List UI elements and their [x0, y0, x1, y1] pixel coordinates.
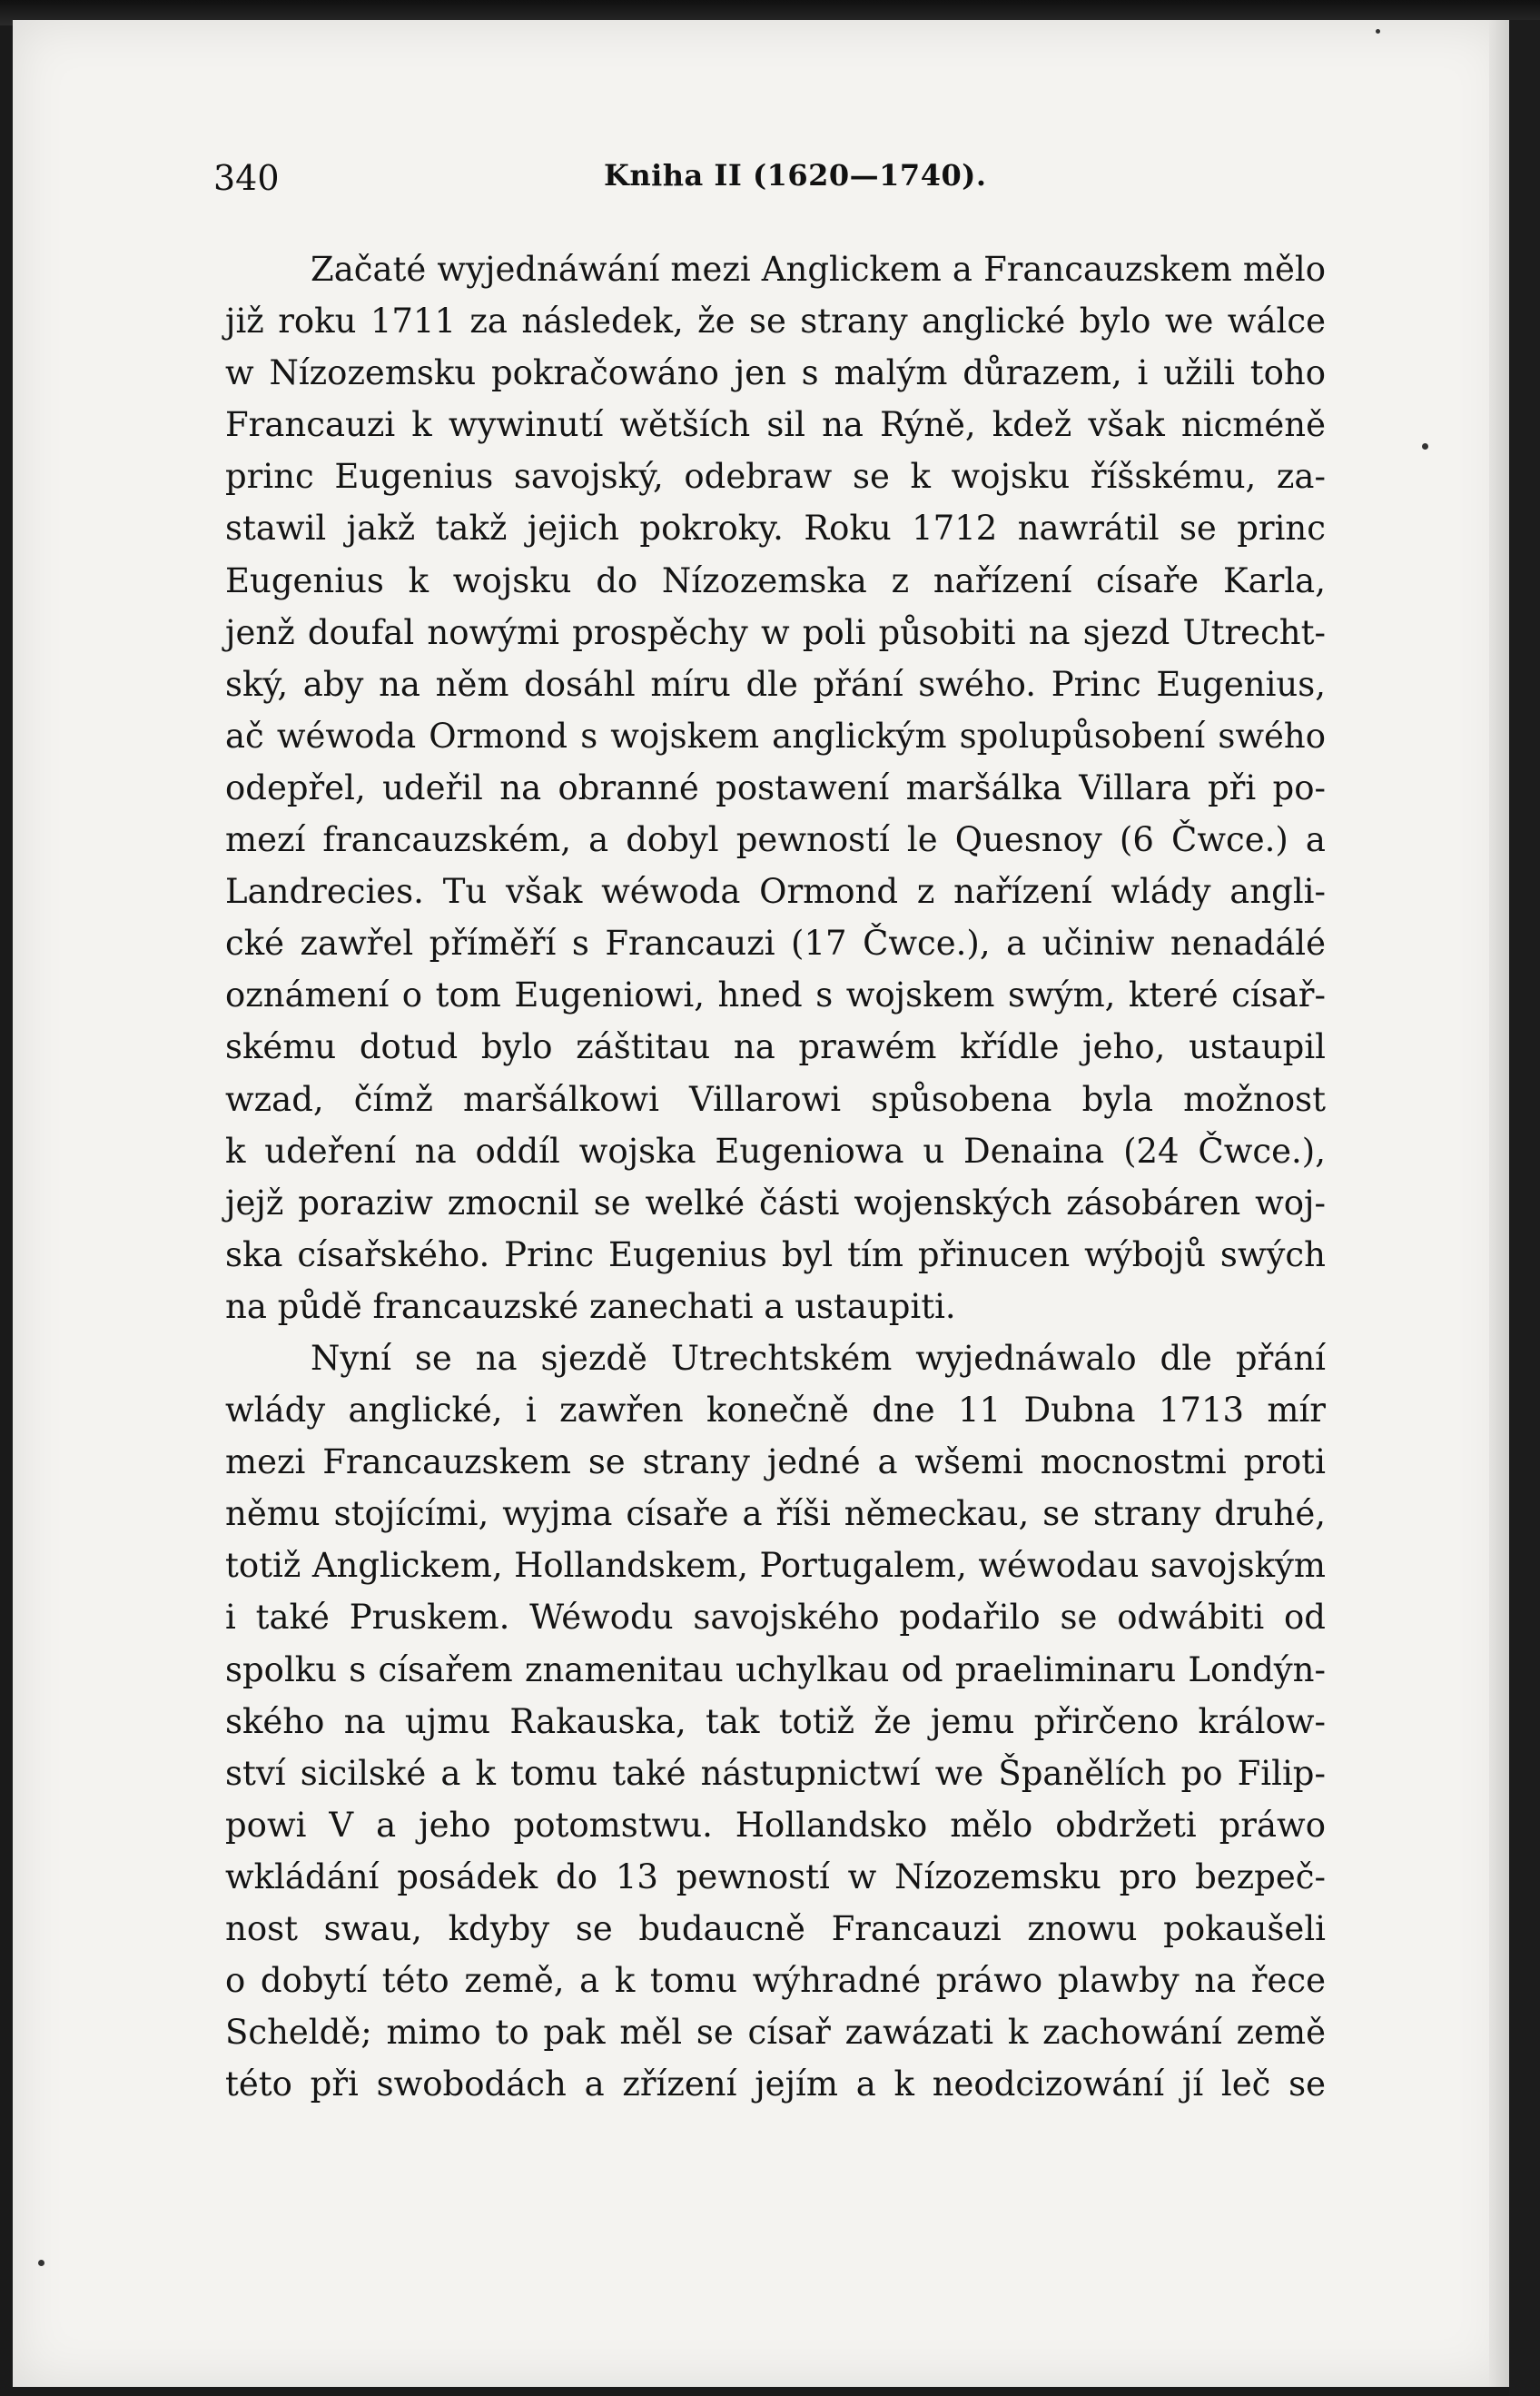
- text-line: Začaté wyjednáwání mezi Anglickem a Francauzskem mělo: [311, 250, 1326, 289]
- text-line: ač wéwoda Ormond s wojskem anglickým spolupůsobení swého: [225, 716, 1326, 756]
- text-line: totiž Anglickem, Hollandskem, Portugalem, wéwodau savojským: [225, 1546, 1326, 1586]
- text-line: Scheldě; mimo to pak měl se císař zawázati k zachowání země: [225, 2013, 1326, 2053]
- text-line: této při swobodách a zřízení jejím a k neodcizowání jí leč se: [225, 2064, 1326, 2104]
- text-line: w Nízozemsku pokračowáno jen s malým důrazem, i užili toho: [225, 353, 1326, 393]
- text-line: cké zawřel příměří s Francauzi (17 Čwce.), a učiniw nenadálé: [225, 924, 1326, 964]
- text-line: wlády anglické, i zawřen konečně dne 11 Dubna 1713 mír: [225, 1391, 1326, 1431]
- dust-speck: [1422, 443, 1428, 450]
- text-line: Eugenius k wojsku do Nízozemska z nařízení císaře Karla,: [225, 560, 1326, 600]
- running-head: Kniha II (1620—1740).: [604, 158, 987, 193]
- text-line: ska císařského. Princ Eugenius byl tím přinucen wýbojů swých: [225, 1234, 1326, 1274]
- text-line: mezi Francauzskem se strany jedné a wšemi mocnostmi proti: [225, 1442, 1326, 1482]
- text-line: odepřel, udeřil na obranné postawení maršálka Villara při po-: [225, 767, 1326, 807]
- body-text: [225, 243, 1326, 2110]
- page-spine-shadow: [1489, 20, 1509, 2387]
- text-line: již roku 1711 za následek, že se strany anglické bylo we wálce: [225, 302, 1326, 342]
- text-line: němu stojícími, wyjma císaře a říši německau, se strany druhé,: [225, 1494, 1326, 1534]
- text-line: Francauzi k wywinutí wětších sil na Rýně, kdež však nicméně: [225, 405, 1326, 445]
- dust-speck: [1376, 29, 1380, 34]
- page-header: [213, 147, 1326, 202]
- text-line: stawil jakž takž jejich pokroky. Roku 1712 nawrátil se princ: [225, 509, 1326, 549]
- text-line: i také Pruskem. Wéwodu savojského podařilo se odwábiti od: [225, 1598, 1326, 1638]
- text-line: nost swau, kdyby se budaucně Francauzi znowu pokaušeli: [225, 1909, 1326, 1948]
- paragraph-2: [225, 1332, 1326, 2110]
- text-line: jejž poraziw zmocnil se welké části wojenských zásobáren woj-: [225, 1183, 1326, 1223]
- text-line: wzad, čímž maršálkowi Villarowi spůsobena byla možnost: [225, 1079, 1326, 1119]
- text-line: k udeření na oddíl wojska Eugeniowa u Denaina (24 Čwce.),: [225, 1131, 1326, 1171]
- text-line: ský, aby na něm dosáhl míru dle přání swého. Princ Eugenius,: [225, 664, 1326, 704]
- paragraph-1: [225, 243, 1326, 1332]
- text-line: o dobytí této země, a k tomu wýhradné práwo plawby na řece: [225, 1961, 1326, 2001]
- dust-speck: [38, 2260, 44, 2266]
- text-line: spolku s císařem znamenitau uchylkau od praeliminaru Londýn-: [225, 1649, 1326, 1689]
- text-line: ství sicilské a k tomu také nástupnictwí we Španělích po Filip-: [225, 1753, 1326, 1793]
- text-line: powi V a jeho potomstwu. Hollandsko mělo obdržeti práwo: [225, 1805, 1326, 1845]
- scan-edge-right: [1509, 20, 1540, 2396]
- text-line: skému dotud bylo záštitau na prawém křídle jeho, ustaupil: [225, 1027, 1326, 1067]
- text-line: ského na ujmu Rakauska, tak totiž že jemu přirčeno králow-: [225, 1701, 1326, 1741]
- text-line: oznámení o tom Eugeniowi, hned s wojskem swým, které císař-: [225, 975, 1326, 1015]
- text-line: jenž doufal nowými prospěchy w poli působiti na sjezd Utrecht-: [225, 612, 1326, 652]
- text-line: princ Eugenius savojský, odebraw se k wojsku říšskému, za-: [225, 457, 1326, 497]
- text-line: na půdě francauzské zanechati a ustaupiti.: [225, 1286, 956, 1326]
- text-line: mezí francauzském, a dobyl pewností le Quesnoy (6 Čwce.) a: [225, 820, 1326, 860]
- text-line: Landrecies. Tu však wéwoda Ormond z nařízení wlády angli-: [225, 872, 1326, 912]
- page-number: 340: [213, 158, 280, 198]
- text-line: wkládání posádek do 13 pewností w Nízozemsku pro bezpeč-: [225, 1856, 1326, 1896]
- text-line: Nyní se na sjezdě Utrechtském wyjednáwalo dle přání: [311, 1338, 1326, 1378]
